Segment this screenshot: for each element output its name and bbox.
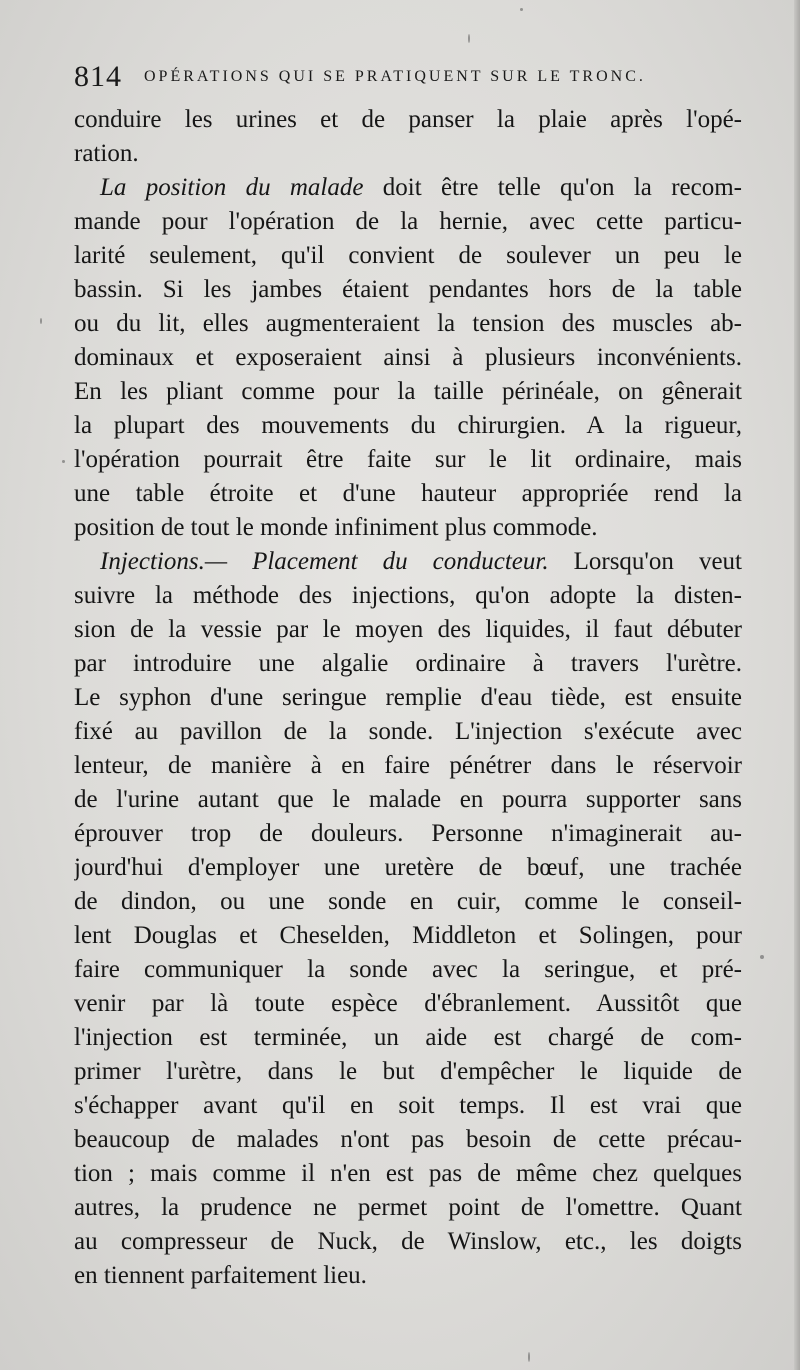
italic-heading: La position du malade	[100, 174, 364, 201]
text-line: au compresseur de Nuck, de Winslow, etc., les doigts	[74, 1228, 742, 1255]
text-line: de dindon, ou une sonde en cuir, comme le conseil-	[74, 888, 742, 915]
text-line: larité seulement, qu'il convient de soulever un peu le	[74, 242, 742, 269]
text-line: En les pliant comme pour la taille périnéale, on gênerait	[74, 378, 742, 405]
text-line: de l'urine autant que le malade en pourra supporter sans	[74, 786, 742, 813]
body-text	[74, 103, 742, 1293]
text-line: Le syphon d'une seringue remplie d'eau tiède, est ensuite	[74, 684, 742, 711]
text-line: éprouver trop de douleurs. Personne n'imaginerait au-	[74, 820, 742, 847]
text-line: une table étroite et d'une hauteur appropriée rend la	[74, 480, 742, 507]
text-line: s'échapper avant qu'il en soit temps. Il est vrai que	[74, 1092, 742, 1119]
text-line: par introduire une algalie ordinaire à travers l'urètre.	[74, 650, 742, 677]
text-line: suivre la méthode des injections, qu'on adopte la disten-	[74, 582, 742, 609]
paper-speck	[40, 318, 42, 324]
page-number: 814	[74, 60, 122, 93]
text-line: dominaux et exposeraient ainsi à plusieurs inconvénients.	[74, 344, 742, 371]
text-line: primer l'urètre, dans le but d'empêcher le liquide de	[74, 1058, 742, 1085]
text-line: conduire les urines et de panser la plaie après l'opé-	[74, 106, 742, 133]
text-line: lenteur, de manière à en faire pénétrer dans le réservoir	[74, 752, 742, 779]
text-line: sion de la vessie par le moyen des liquides, il faut débuter	[74, 616, 742, 643]
text-line: tion ; mais comme il n'en est pas de même chez quelques	[74, 1160, 742, 1187]
running-title: OPÉRATIONS QUI SE PRATIQUENT SUR LE TRONC.	[144, 68, 646, 85]
paper-speck	[468, 34, 470, 43]
running-head	[74, 58, 754, 98]
paper-speck	[520, 8, 523, 11]
paper-speck	[760, 955, 764, 959]
text-line: lent Douglas et Cheselden, Middleton et Solingen, pour	[74, 922, 742, 949]
text-line: la plupart des mouvements du chirurgien. A la rigueur,	[74, 412, 742, 439]
text-line: venir par là toute espèce d'ébranlement. Aussitôt que	[74, 990, 742, 1017]
text-line: en tiennent parfaitement lieu.	[74, 1262, 367, 1289]
text-line: mande pour l'opération de la hernie, avec cette particu-	[74, 208, 742, 235]
text-line-with-italic-heading: Injections.— Placement du conducteur. Lorsqu'on veut	[100, 548, 742, 575]
text-line: position de tout le monde infiniment plus commode.	[74, 514, 598, 541]
text-line: bassin. Si les jambes étaient pendantes hors de la table	[74, 276, 742, 303]
text-line-with-italic-heading: La position du malade doit être telle qu'on la recom-	[100, 174, 742, 201]
text-line: l'opération pourrait être faite sur le lit ordinaire, mais	[74, 446, 742, 473]
paper-speck	[528, 1352, 530, 1362]
page-edge	[794, 0, 800, 1370]
text-line: ou du lit, elles augmenteraient la tension des muscles ab-	[74, 310, 742, 337]
italic-heading: Injections.— Placement du conducteur.	[100, 548, 549, 575]
text-line: l'injection est terminée, un aide est chargé de com-	[74, 1024, 742, 1051]
text-line: beaucoup de malades n'ont pas besoin de cette précau-	[74, 1126, 742, 1153]
text-line: faire communiquer la sonde avec la seringue, et pré-	[74, 956, 742, 983]
text-line: fixé au pavillon de la sonde. L'injection s'exécute avec	[74, 718, 742, 745]
paper-speck	[62, 460, 65, 463]
text-line: ration.	[74, 140, 139, 167]
text-line: autres, la prudence ne permet point de l'omettre. Quant	[74, 1194, 742, 1221]
text-line: jourd'hui d'employer une uretère de bœuf, une trachée	[74, 854, 742, 881]
